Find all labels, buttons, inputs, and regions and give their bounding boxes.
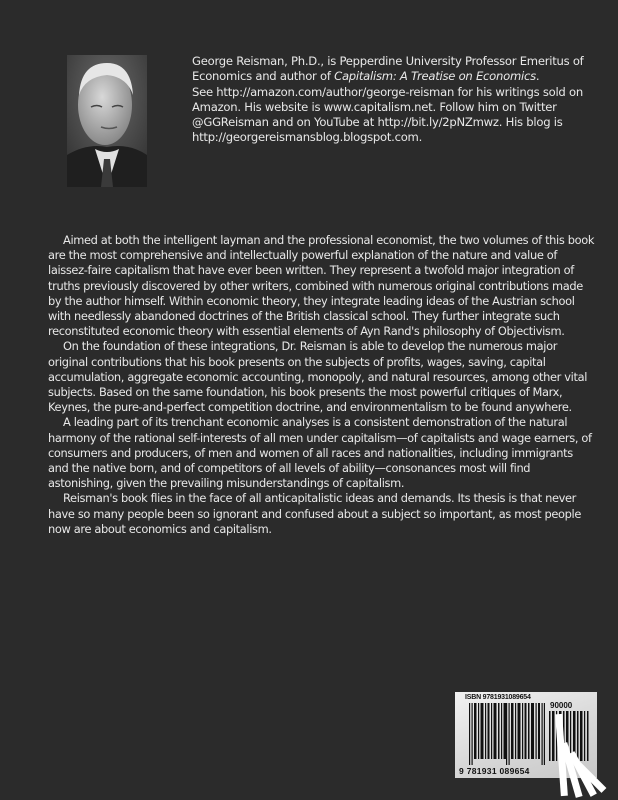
author-photo	[67, 55, 147, 187]
book-title: Capitalism: A Treatise on Economics	[334, 69, 536, 84]
description-paragraph: Reisman's book flies in the face of all anticapitalistic ideas and demands. Its thesis is that never have so many people been so ignorant and confused about a subject so important, as most people now are about economics and capitalism.	[48, 491, 582, 536]
author-bio	[192, 54, 592, 146]
price-addon-label: 90000	[550, 701, 573, 710]
isbn-digits: 9 781931 089654	[459, 766, 530, 776]
author-portrait-image	[67, 55, 147, 187]
description-paragraph: Aimed at both the intelligent layman and the professional economist, the two volumes of this book are the most comprehensive and intellectually powerful explanation of the nature and value of laissez-faire capitalism that have ever been written. They represent a twofold major integration of truths previously discovered by other writers, combined with numerous original contributions made by the author himself. Within economic theory, they integrate leading ideas of the Austrian school with needlessly abandoned doctrines of the British classical school. They further integrate such reconstituted economic theory with essential elements of Ayn Rand's philosophy of Objectivism.	[48, 233, 595, 339]
author-bio-links: See http://amazon.com/author/george-reisman for his writings sold on Amazon. His website is www.capitalism.net. Follow him on Twitter @GGReisman and on YouTube at http://bit.ly/2pNZmwz. His blog is http://georgereismansblog.blogspot.com.	[192, 84, 583, 145]
author-bio-intro: George Reisman, Ph.D., is Pepperdine University Professor Emeritus of Economics and author of Capitalism: A Treatise on Economics.	[192, 54, 584, 84]
book-description	[48, 233, 596, 537]
isbn-barcode	[455, 692, 597, 778]
isbn-label: ISBN 9781931089654	[465, 694, 531, 701]
description-paragraph: On the foundation of these integrations, Dr. Reisman is able to develop the numerous major original contributions that his book presents on the subjects of profits, wages, saving, capital accumulation, aggregate economic accounting, monopoly, and natural resources, among other vital subjects. Based on the same foundation, his book presents the most powerful critiques of Marx, Keynes, the pure-and-perfect competition doctrine, and environmentalism to be found anywhere.	[48, 339, 588, 415]
barcode-bars	[469, 703, 545, 765]
description-paragraph: A leading part of its trenchant economic analyses is a consistent demonstration of the natural harmony of the rational self-interests of all men under capitalism—of capitalists and wage earners, of consumers and producers, of men and women of all races and nationalities, including immigrants and the native born, and of competitors of all levels of ability—consonances most will find astonishing, given the prevailing misunderstandings of capitalism.	[48, 415, 592, 491]
